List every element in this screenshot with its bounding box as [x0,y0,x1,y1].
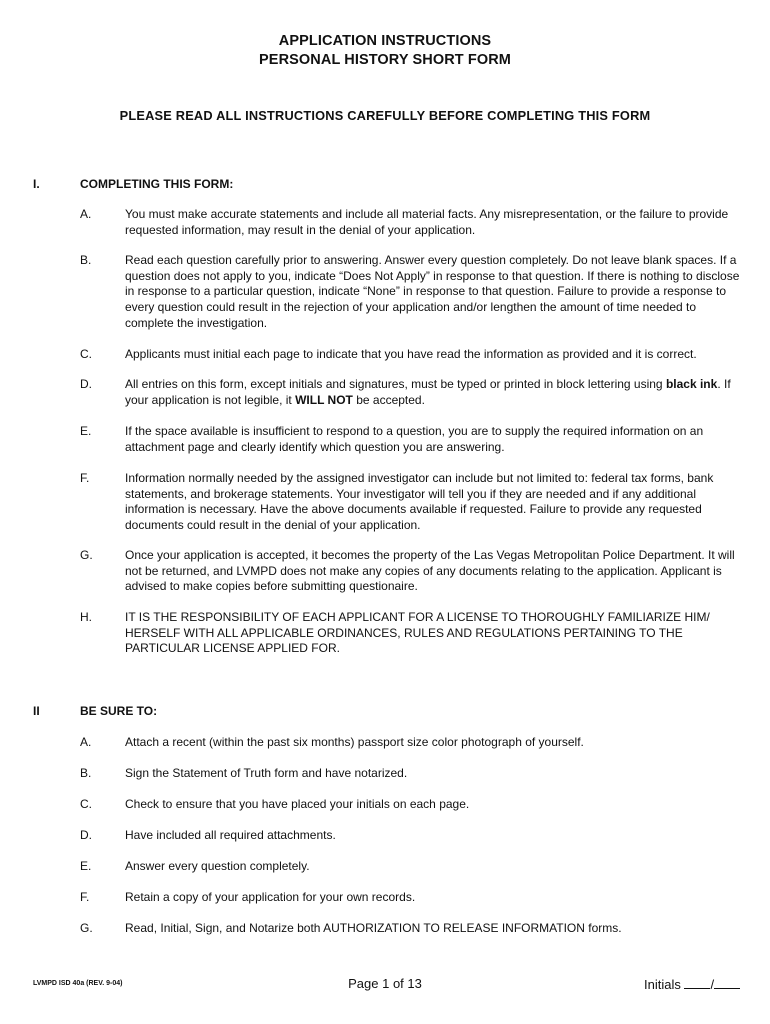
section-2-item-c-text: Check to ensure that you have placed your initials on each page. [125,797,470,811]
page-number: Page 1 of 13 [348,976,422,991]
section-1-item-b-text: Read each question carefully prior to answering. Answer every question completely. Do not leave blank spaces. If a question does not apply to you, indicate “Does Not Apply” in response to that question. If there is nothing to disclose in response to a particular question, indicate “None” in response to that question. Failure to provide a response to every question could result in the rejection of your application and/or lengthen the amount of time needed to complete the investigation. [125,253,740,330]
will-not-emphasis: WILL NOT [295,392,353,407]
section-2-item-g-letter: G. [80,921,93,935]
section-2-heading: BE SURE TO: [80,704,158,718]
read-instructions-notice: PLEASE READ ALL INSTRUCTIONS CAREFULLY BEFORE COMPLETING THIS FORM [119,108,651,123]
initials-blank-2 [714,976,740,989]
page-title: APPLICATION INSTRUCTIONS [278,33,492,49]
section-2-item-a-text: Attach a recent (within the past six months) passport size color photograph of yourself. [125,735,584,749]
initials-separator: / [710,977,715,992]
form-code: LVMPD ISD 40a (REV. 9-04) [33,980,123,987]
page-subtitle: PERSONAL HISTORY SHORT FORM [259,52,511,68]
section-1-item-e-letter: E. [80,424,92,438]
item-d-text-middle: . If your application is not legible, it [125,377,731,407]
item-d-text-before: All entries on this form, except initials and signatures, must be typed or printed in block lettering using [125,377,666,391]
section-1-item-a-letter: A. [80,207,92,221]
section-2-item-g-text: Read, Initial, Sign, and Notarize both AUTHORIZATION TO RELEASE INFORMATION forms. [125,921,622,935]
section-1-item-g-letter: G. [80,548,93,562]
section-1-item-f-text: Information normally needed by the assigned investigator can include but not limited to: federal tax forms, bank statements, and brokerage statements. Your investigator will tell you if they are needed and if any additional information is necessary. Have the above documents available if requested. Failure to provide any requested documents could result in the denial of your application. [125,471,714,533]
section-1-item-e-text: If the space available is insufficient to respond to a question, you are to supply the required information on an attachment page and clearly identify which question you are answering. [125,424,704,454]
section-1-number: I. [33,177,40,191]
section-1-item-d-letter: D. [80,377,92,391]
section-1-item-h-text: IT IS THE RESPONSIBILITY OF EACH APPLICANT FOR A LICENSE TO THOROUGHLY FAMILIARIZE HIM/ HERSELF WITH ALL APPLICABLE ORDINANCES, RULES AND REGULATIONS PERTAINING TO THE PARTICULAR LICENSE APPLIED FOR. [125,610,710,656]
section-1-item-h-letter: H. [80,610,92,624]
section-1-heading: COMPLETING THIS FORM: [80,177,234,191]
section-2-item-e-text: Answer every question completely. [125,859,310,873]
section-2-item-e-letter: E. [80,859,92,873]
section-1-item-c-text: Applicants must initial each page to indicate that you have read the information as provided and it is correct. [125,347,697,361]
section-1-item-b-letter: B. [80,253,92,267]
section-2-item-c-letter: C. [80,797,92,811]
initials-label: Initials [644,977,681,992]
section-1-item-d-text [125,377,740,408]
item-d-text-after: be accepted. [352,392,425,407]
section-2-item-d-letter: D. [80,828,92,842]
black-ink-emphasis: black ink [665,377,718,391]
section-1-item-a-text: You must make accurate statements and include all material facts. Any misrepresentation, or the failure to provide requested information, may result in the denial of your application. [125,207,729,237]
initials-blank-1 [684,976,710,989]
section-2-item-f-text: Retain a copy of your application for your own records. [125,890,416,904]
section-2-item-a-letter: A. [80,735,92,749]
section-2-item-f-letter: F. [80,890,90,904]
section-2-item-d-text: Have included all required attachments. [125,828,336,842]
section-2-number: II [33,704,40,718]
section-1-item-f-letter: F. [80,471,90,485]
initials-field [644,976,740,992]
section-1-item-g-text: Once your application is accepted, it becomes the property of the Las Vegas Metropolitan Police Department. It will not be returned, and LVMPD does not make any copies of any documents relating to the application. Applicant is advised to make copies before submitting questionaire. [125,548,735,594]
section-2-item-b-text: Sign the Statement of Truth form and have notarized. [125,766,408,780]
section-1-item-c-letter: C. [80,347,92,361]
section-2-item-b-letter: B. [80,766,92,780]
